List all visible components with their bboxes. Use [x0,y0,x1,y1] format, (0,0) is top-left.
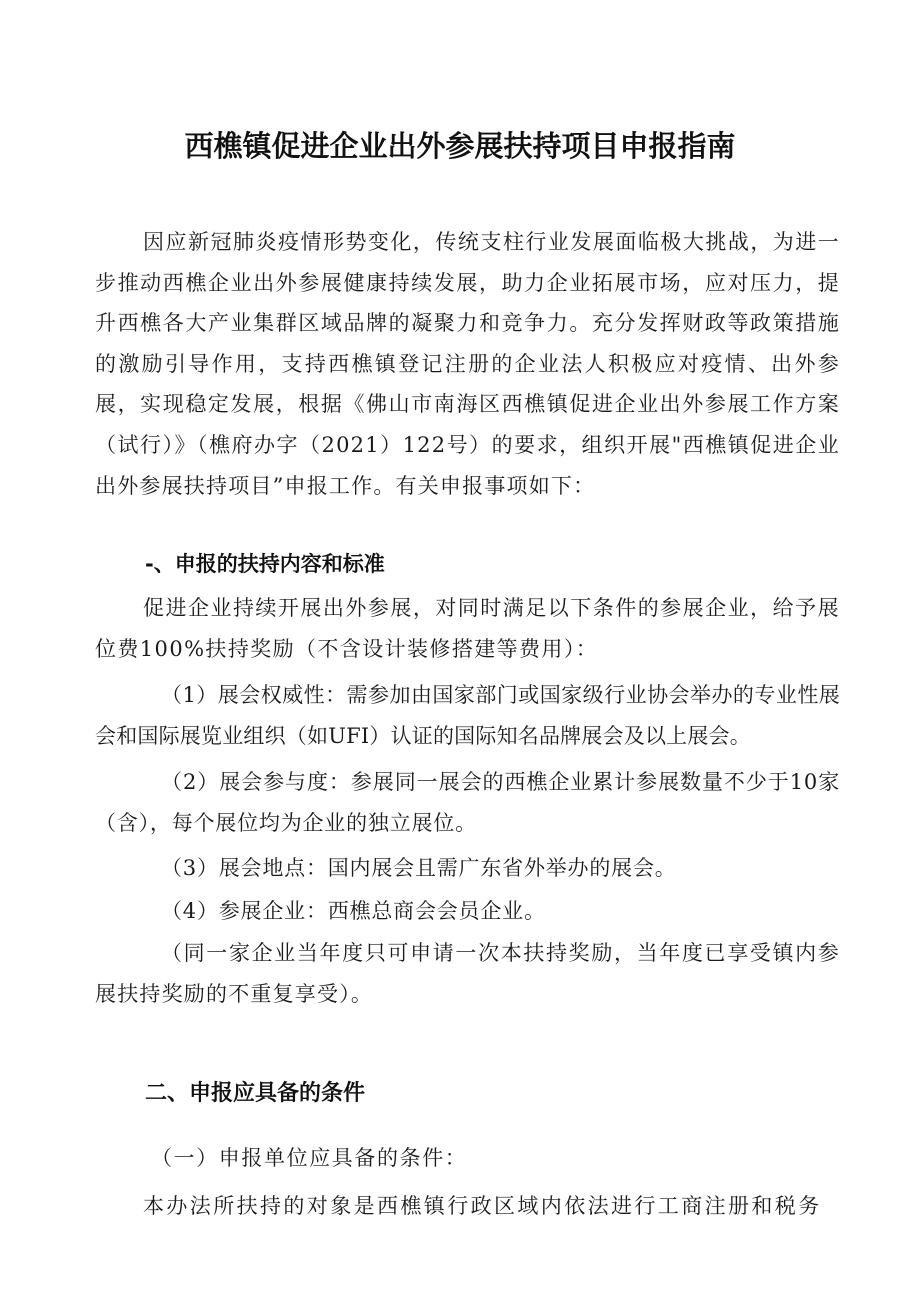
section2-heading: 二、申报应具备的条件 [145,1081,366,1106]
eligibility-paragraph: 本办法所扶持的对象是西樵镇行政区域内依法进行工商注册和税务 [143,1194,822,1218]
condition-item-1: （1）展会权威性：需参加由国家部门或国家级行业协会举办的专业性展会和国际展览业组织（如UFI）认证的国际知名品牌展会及以上展会。 [95,683,840,748]
document-title: 西樵镇促进企业出外参展扶持项目申报指南 [184,129,736,163]
section1-heading: -、申报的扶持内容和标准 [145,552,385,576]
condition-item-3: （3）展会地点：国内展会且需广东省外举办的展会。 [161,856,677,880]
support-paragraph: 促进企业持续开展出外参展，对同时满足以下条件的参展企业，给予展位费100%扶持奖励（不含设计装修搭建等费用）： [95,596,840,661]
condition-item-4: （4）参展企业：西樵总商会会员企业。 [161,899,546,923]
condition-item-2: （2）展会参与度：参展同一展会的西樵企业累计参展数量不少于10家（含），每个展位均为企业的独立展位。 [95,770,840,835]
subsection1-heading: （一）申报单位应具备的条件： [151,1146,468,1170]
intro-paragraph: 因应新冠肺炎疫情形势变化，传统支柱行业发展面临极大挑战，为进一步推动西樵企业出外参展健康持续发展，助力企业拓展市场，应对压力，提升西樵各大产业集群区域品牌的凝聚力和竞争力。充分发挥财政等政策措施的激励引导作用，支持西樵镇登记注册的企业法人积极应对疫情、出外参展，实现稳定发展，根据《佛山市南海区西樵镇促进企业出外参展工作方案（试行）》（樵府办字（2021）122号）的要求，组织开展"西樵镇促进企业出外参展扶持项目”申报工作。有关申报事项如下： [95,230,840,498]
note-paragraph: （同一家企业当年度只可申请一次本扶持奖励，当年度已享受镇内参展扶持奖励的不重复享受）。 [95,941,840,1006]
